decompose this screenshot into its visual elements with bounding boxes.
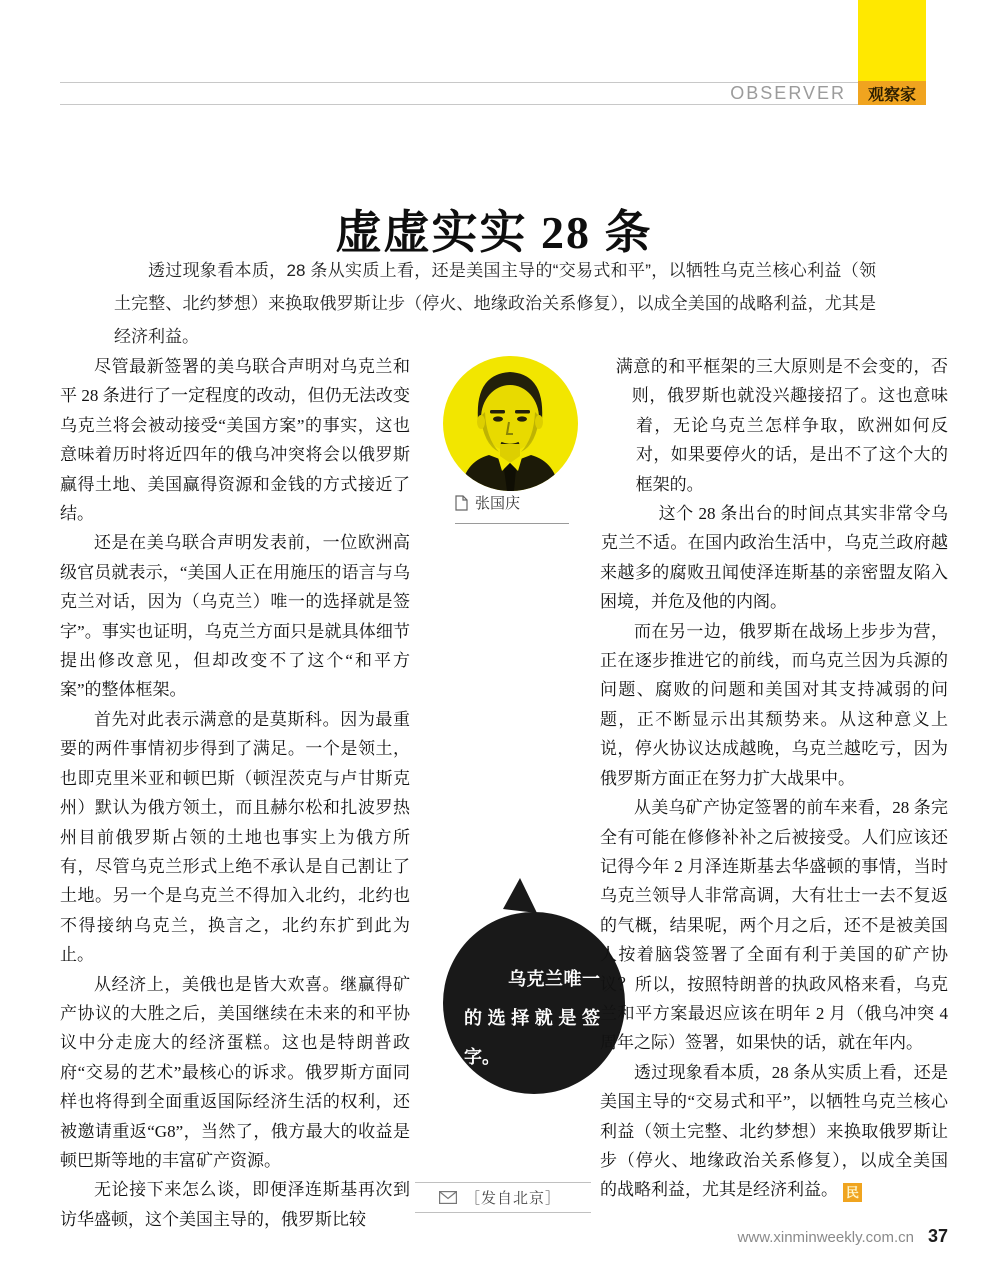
header-rule-bottom [60, 104, 858, 105]
masthead-yellow-block [858, 0, 926, 81]
article-paragraph: 还是在美乌联合声明发表前，一位欧洲高级官员就表示，“美国人正在用施压的语言与乌克兰对话，因为（乌克兰）唯一的选择就是签字”。事实也证明，乌克兰方面只是就具体细节提出修改意见，但却改变不了这个“和平方案”的整体框架。 [60, 533, 410, 700]
article-standfirst: 透过现象看本质，28 条从实质上看，还是美国主导的“交易式和平”，以牺牲乌克兰核心利益（领土完整、北约梦想）来换取俄罗斯让步（停火、地缘政治关系修复），以成全美国的战略利益，尤其是经济利益。 [114, 261, 876, 346]
left-column [60, 352, 410, 1238]
article-paragraph: 无论接下来怎么谈，即便泽连斯基再次到访华盛顿，这个美国主导的，俄罗斯比较 [60, 1180, 410, 1229]
article-paragraph: 从美乌矿产协定签署的前车来看，28 条完全有可能在修修补补之后被接受。人们应该还记得今年 2 月泽连斯基去华盛顿的事情，当时乌克兰领导人非常高调，大有壮士一去不复返的气概，结果呢，两个月之后，还不是被美国人按着脑袋签署了全面有利于美国的矿产协议？所以，按照特朗普的执政风格来看，乌克兰和平方案最迟应该在明年 2 月（俄乌冲突 4 周年之际）签署，如果快的话，就在年内。 [600, 798, 948, 1053]
article-paragraph: 而在另一边，俄罗斯在战场上步步为营，正在逐步推进它的前线，而乌克兰因为兵源的问题、腐败的问题和美国对其支持减弱的问题，正不断显示出其颓势来。从这种意义上说，停火协议达成越晚，乌克兰越吃亏，因为俄罗斯方面正在努力扩大战果中。 [600, 621, 948, 788]
dateline [415, 1182, 591, 1213]
category-badge: 观察家 [858, 81, 926, 105]
page-footer [560, 1226, 948, 1247]
author-portrait-illustration [443, 356, 578, 491]
right-column [600, 352, 948, 1238]
pull-quote-text: 乌克兰唯一的选择就是签字。 [464, 969, 600, 1067]
paragraph-text: 透过现象看本质，28 条从实质上看，还是美国主导的“交易式和平”，以牺牲乌克兰核心利益（领土完整、北约梦想）来换取俄罗斯让步（停火、地缘政治关系修复），以成全美国的战略利益，尤其是经济利益。 [600, 1062, 948, 1200]
end-of-article-mark: 民 [843, 1183, 862, 1202]
article-paragraph: 从经济上，美俄也是皆大欢喜。继赢得矿产协议的大胜之后，美国继续在未来的和平协议中分走庞大的经济蛋糕。这也是特朗普政府“交易的艺术”最核心的诉求。俄罗斯方面同样也将得到全面重返国际经济生活的权利，还被邀请重返“G8”，当然了，俄方最大的收益是顿巴斯等地的丰富矿产资源。 [60, 974, 410, 1170]
article-paragraph: 尽管最新签署的美乌联合声明对乌克兰和平 28 条进行了一定程度的改动，但仍无法改变乌克兰将会被动接受“美国方案”的事实，这也意味着历时将近四年的俄乌冲突将会以俄罗斯赢得土地、美国赢得资源和金钱的方式接近了结。 [60, 357, 410, 524]
document-icon [455, 495, 468, 511]
dateline-text: ［发自北京］ [465, 1190, 562, 1207]
observer-label: OBSERVER [730, 83, 846, 103]
author-byline [455, 492, 569, 524]
author-name: 张国庆 [475, 495, 521, 512]
article-paragraph: 这个 28 条出台的时间点其实非常令乌克兰不适。在国内政治生活中，乌克兰政府越来越多的腐败丑闻使泽连斯基的亲密盟友陷入困境，并危及他的内阁。 [600, 504, 948, 612]
article-paragraph: 满意的和平框架的三大原则是不会变的，否则，俄罗斯也就没兴趣接招了。这也意味着，无论乌克兰怎样争取，欧洲如何反对，如果要停火的话，是出不了这个大的框架的。 [615, 357, 948, 494]
article-title: 虚虚实实 28 条 [335, 207, 653, 258]
footer-page-number: 37 [927, 1226, 948, 1246]
footer-website: www.xinminweekly.com.cn [737, 1229, 914, 1246]
article-paragraph [600, 1058, 948, 1205]
article-paragraph: 首先对此表示满意的是莫斯科。因为最重要的两件事情初步得到了满足。一个是领土，也即克里米亚和顿巴斯（顿涅茨克与卢甘斯克州）默认为俄方领土，而且赫尔松和扎波罗热州目前俄罗斯占领的土地也事实上为俄方所有，尽管乌克兰形式上绝不承认是自己割让了土地。另一个是乌克兰不得加入北约，北约也不得接纳乌克兰，换言之，北约东扩到此为止。 [60, 709, 410, 965]
author-photo [443, 356, 578, 491]
envelope-icon [439, 1191, 457, 1204]
pull-quote-bubble [443, 912, 625, 1094]
